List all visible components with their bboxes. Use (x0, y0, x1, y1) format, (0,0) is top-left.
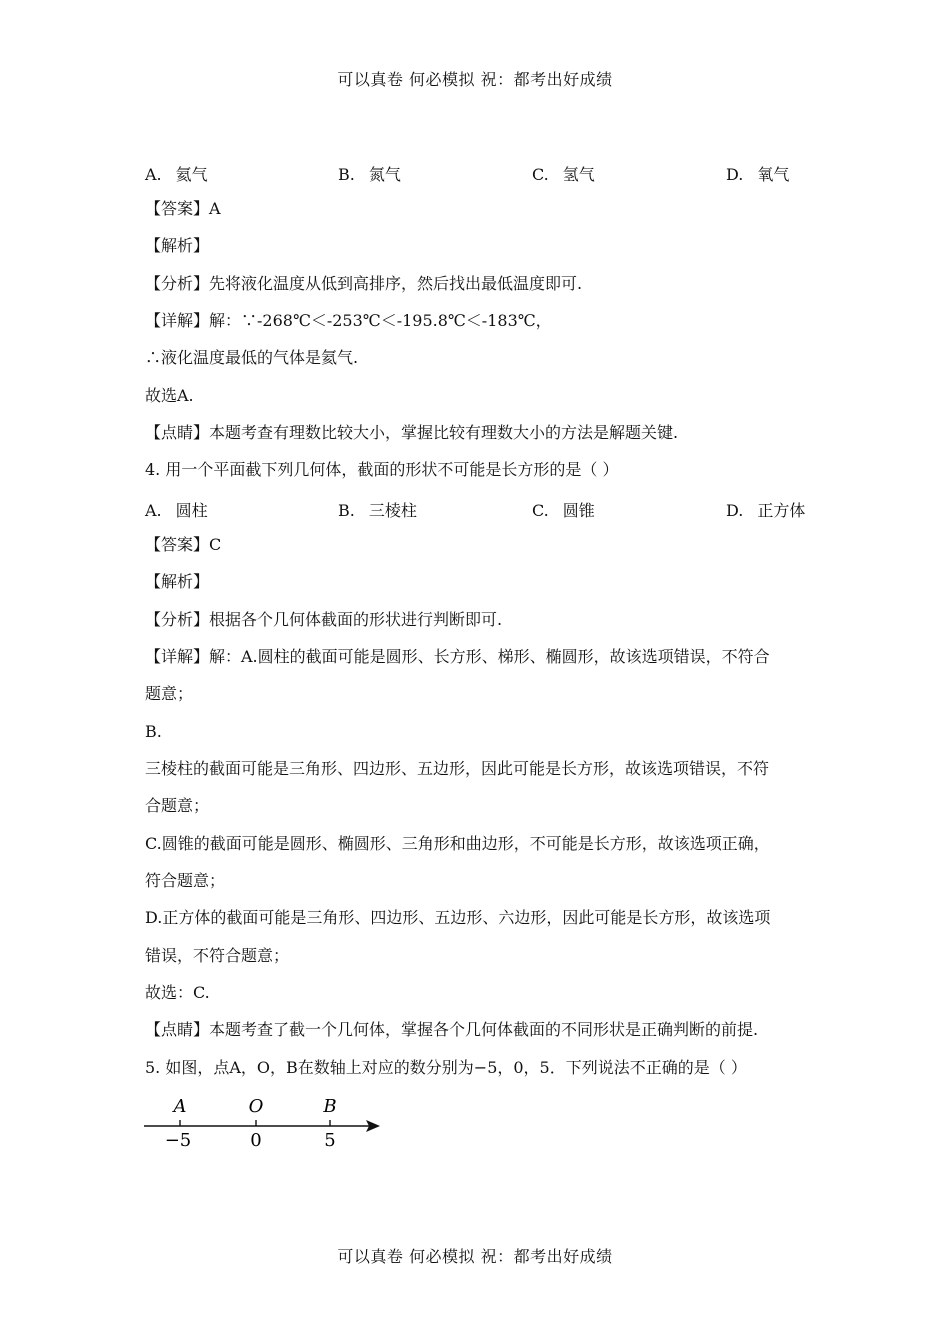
q3-options (145, 162, 825, 182)
q3-therefore: ∴液化温度最低的气体是氦气. (145, 348, 359, 367)
q4-detail-line: 三棱柱的截面可能是三角形、四边形、五边形，因此可能是长方形，故该选项错误，不符 (145, 759, 770, 778)
q3-option-b: B. 氮气 (338, 165, 401, 184)
q4-option-c: C. 圆锥 (532, 501, 595, 520)
q4-detail-line: 题意； (145, 684, 194, 703)
q4-detail-line: 合题意； (145, 796, 210, 815)
q3-key-point: 【点睛】本题考查有理数比较大小，掌握比较有理数大小的方法是解题关键. (145, 423, 679, 442)
tick-value-o: 0 (250, 1130, 262, 1151)
point-label-o: O (248, 1096, 264, 1117)
q4-detail-line: C.圆锥的截面可能是圆形、椭圆形、三角形和曲边形，不可能是长方形，故该选项正确， (145, 834, 770, 853)
q3-analysis: 【分析】先将液化温度从低到高排序，然后找出最低温度即可. (145, 274, 583, 293)
q4-detail-line: 错误，不符合题意； (145, 946, 290, 965)
q5-stem: 5. 如图，点A，O，B在数轴上对应的数分别为−5，0，5．下列说法不正确的是（ ） (145, 1058, 747, 1077)
q4-options (145, 498, 825, 518)
q3-option-a: A. 氦气 (145, 165, 208, 184)
q4-detail-line: 故选：C. (145, 983, 210, 1002)
q3-choose: 故选A. (145, 386, 194, 405)
q4-detail-line: B. (145, 722, 162, 741)
point-label-b: B (323, 1096, 337, 1117)
page-header: 可以真卷 何必模拟 祝：都考出好成绩 (337, 70, 613, 89)
tick-value-b: 5 (324, 1130, 336, 1151)
q4-jiexi: 【解析】 (145, 572, 210, 591)
tick-value-a: −5 (164, 1130, 192, 1151)
q4-answer: 【答案】C (145, 535, 222, 554)
q3-jiexi: 【解析】 (145, 236, 210, 255)
q4-key-point: 【点睛】本题考查了截一个几何体，掌握各个几何体截面的不同形状是正确判断的前提. (145, 1020, 759, 1039)
q4-stem: 4. 用一个平面截下列几何体，截面的形状不可能是长方形的是（ ） (145, 460, 619, 479)
q3-option-d: D. 氧气 (726, 165, 790, 184)
q4-option-d: D. 正方体 (726, 501, 806, 520)
q4-detail-line: 【详解】解：A.圆柱的截面可能是圆形、长方形、梯形、椭圆形，故该选项错误，不符合 (145, 647, 770, 666)
q4-option-b: B. 三棱柱 (338, 501, 417, 520)
q3-option-c: C. 氢气 (532, 165, 595, 184)
q4-detail-line: 符合题意； (145, 871, 226, 890)
q4-analysis: 【分析】根据各个几何体截面的形状进行判断即可. (145, 610, 503, 629)
page-footer: 可以真卷 何必模拟 祝：都考出好成绩 (337, 1247, 613, 1266)
q4-detail-line: D.正方体的截面可能是三角形、四边形、五边形、六边形，因此可能是长方形，故该选项 (145, 908, 771, 927)
q3-detail: 【详解】解：∵-268℃＜-253℃＜-195.8℃＜-183℃， (145, 311, 552, 330)
point-label-a: A (173, 1096, 187, 1117)
q4-option-a: A. 圆柱 (145, 501, 208, 520)
number-line-figure (140, 1090, 390, 1156)
q3-answer: 【答案】A (145, 199, 221, 218)
